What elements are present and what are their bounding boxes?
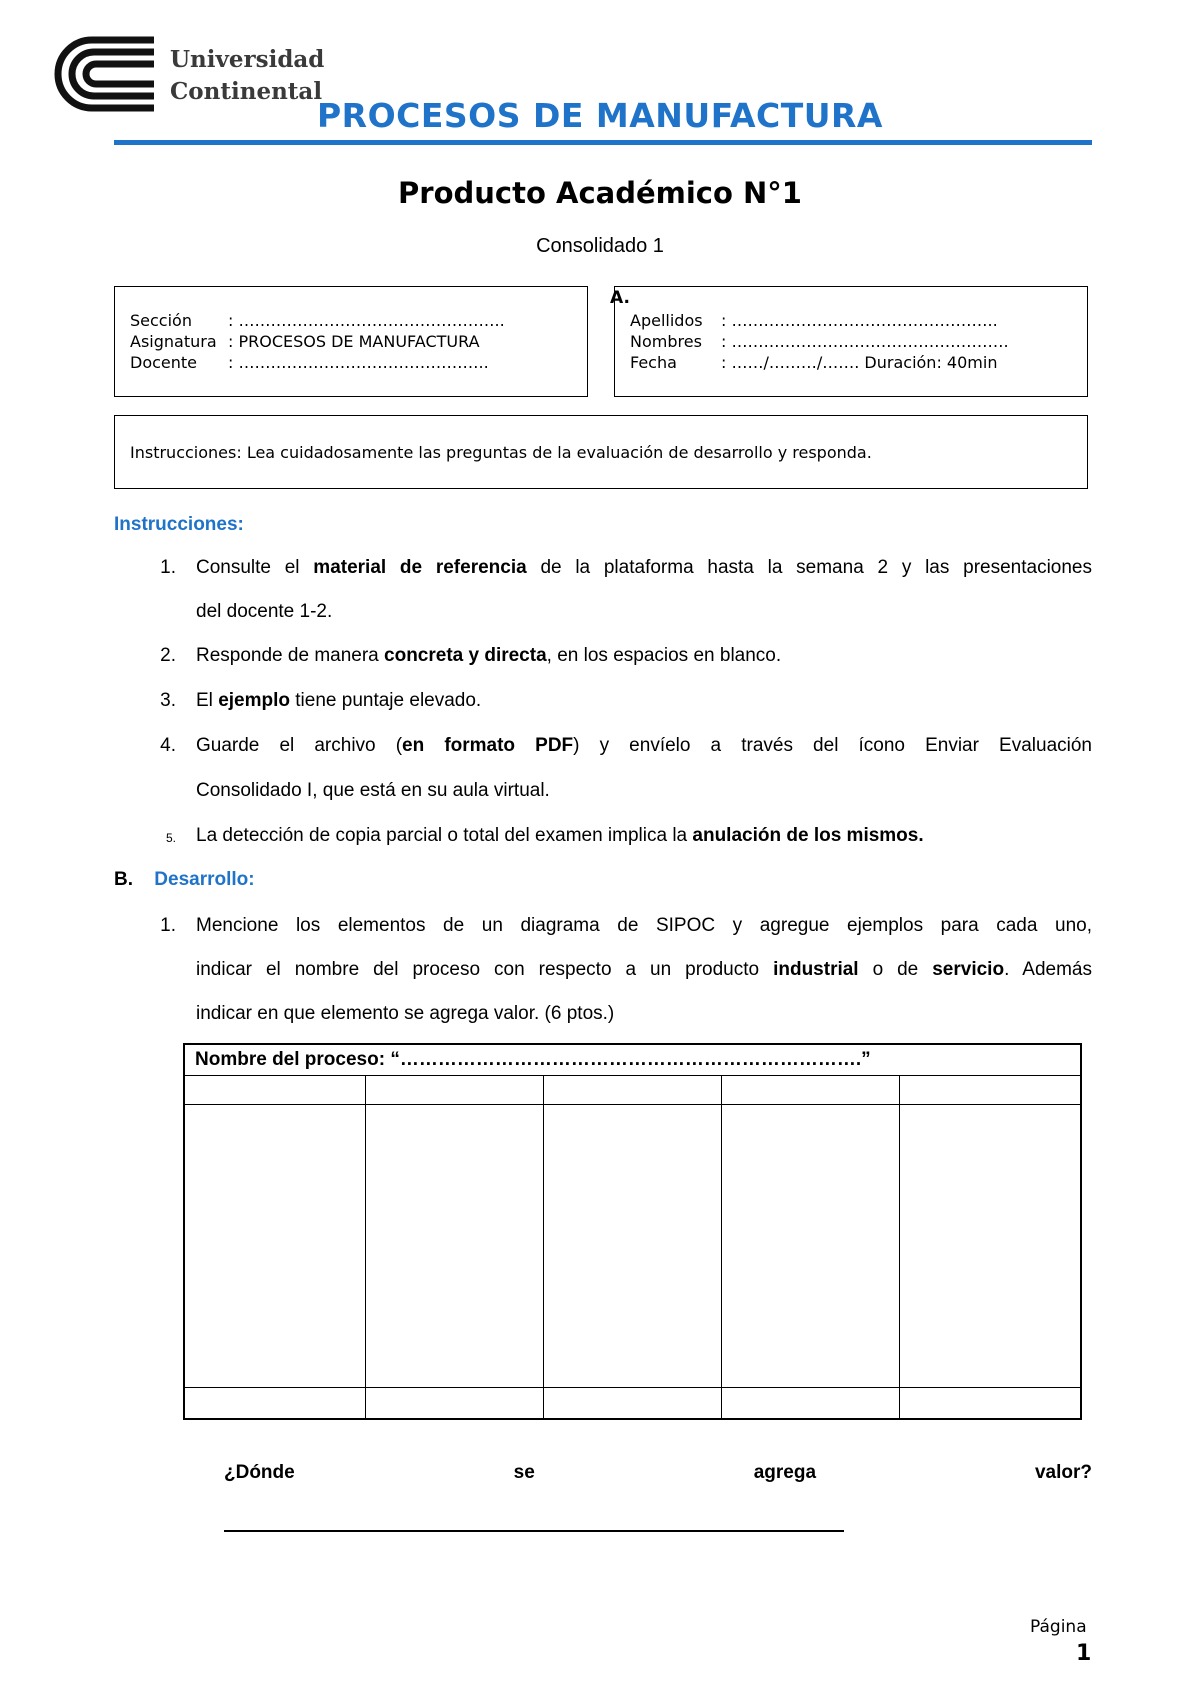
table-title-row xyxy=(184,1044,1081,1076)
table-cell[interactable] xyxy=(899,1076,1081,1105)
page-title: Producto Académico N°1 xyxy=(398,176,802,210)
section-b-heading xyxy=(114,869,255,891)
page-subtitle: Consolidado 1 xyxy=(536,235,664,257)
table-cell[interactable] xyxy=(899,1105,1081,1388)
list-text: del docente 1-2. xyxy=(196,601,333,622)
list-number: 5. xyxy=(165,831,176,845)
table-cell[interactable] xyxy=(544,1076,722,1105)
question-number: 1. xyxy=(160,915,176,936)
page-number: 1 xyxy=(1076,1641,1092,1666)
sipoc-table xyxy=(183,1043,1082,1420)
list-text: Responde de manera concreta y directa, en los espacios en blanco. xyxy=(196,645,782,666)
surname-field[interactable] xyxy=(630,311,998,331)
instructions-box xyxy=(114,415,1088,489)
header-divider xyxy=(114,140,1092,145)
list-number: 4. xyxy=(160,735,176,756)
subject-value: : PROCESOS DE MANUFACTURA xyxy=(228,332,480,351)
section-b-letter: B. xyxy=(114,869,133,890)
question-text: Mencione los elementos de un diagrama de SIPOC y agregue ejemplos para cada uno, xyxy=(196,915,1092,936)
value-question-word: ¿Dónde xyxy=(224,1462,295,1483)
value-question-word: agrega xyxy=(753,1462,817,1483)
course-info-box xyxy=(114,286,588,397)
table-cell[interactable] xyxy=(721,1105,899,1388)
course-title: PROCESOS DE MANUFACTURA xyxy=(317,96,883,135)
question-text: indicar el nombre del proceso con respecto a un producto industrial o de servicio. Además xyxy=(196,959,1092,980)
value-question-word: se xyxy=(513,1462,535,1483)
university-name-line2: Continental xyxy=(170,78,323,105)
name-label: Nombres xyxy=(630,332,702,351)
list-text: Guarde el archivo (en formato PDF) y envíelo a través del ícono Enviar Evaluación xyxy=(196,735,1093,756)
table-cell[interactable] xyxy=(366,1105,544,1388)
teacher-label: Docente xyxy=(130,353,198,372)
student-info-box xyxy=(614,286,1088,397)
table-cell[interactable] xyxy=(184,1076,366,1105)
instructions-box-text: Instrucciones: Lea cuidadosamente las preguntas de la evaluación de desarrollo y responda. xyxy=(130,443,872,462)
section-field[interactable] xyxy=(130,311,505,331)
section-label: Sección xyxy=(130,311,192,330)
list-text: Consulte el material de referencia de la plataforma hasta la semana 2 y las presentaciones xyxy=(196,557,1092,578)
list-text: Consolidado I, que está en su aula virtual. xyxy=(196,780,550,801)
section-value: : ………………………………………….. xyxy=(228,311,505,330)
name-field[interactable] xyxy=(630,332,1009,352)
surname-value: : ………………………………………….. xyxy=(721,311,998,330)
teacher-value: : ……………………………………….. xyxy=(228,353,489,372)
subject-field xyxy=(130,332,480,352)
table-cell[interactable] xyxy=(544,1105,722,1388)
list-text: El ejemplo tiene puntaje elevado. xyxy=(196,690,482,711)
surname-label: Apellidos xyxy=(630,311,703,330)
question-text: indicar en que elemento se agrega valor. (6 ptos.) xyxy=(196,1003,615,1024)
page-label: Página xyxy=(1030,1617,1087,1637)
value-question xyxy=(224,1462,1092,1484)
subject-label: Asignatura xyxy=(130,332,217,351)
table-cell[interactable] xyxy=(899,1388,1081,1420)
list-text: La detección de copia parcial o total del examen implica la anulación de los mismos. xyxy=(196,825,924,846)
date-field[interactable] xyxy=(630,353,997,373)
section-a-label: A. xyxy=(610,288,630,308)
table-row xyxy=(184,1105,1081,1388)
table-cell[interactable] xyxy=(184,1105,366,1388)
list-number: 2. xyxy=(160,645,176,666)
table-cell[interactable] xyxy=(366,1076,544,1105)
process-name-cell[interactable]: Nombre del proceso: “……………………………………………………………….” xyxy=(184,1044,1081,1076)
date-label: Fecha xyxy=(630,353,677,372)
answer-line[interactable] xyxy=(224,1530,844,1532)
table-row xyxy=(184,1388,1081,1420)
university-name-line1: Universidad xyxy=(170,46,325,73)
instructions-heading: Instrucciones: xyxy=(114,514,244,535)
table-cell[interactable] xyxy=(184,1388,366,1420)
name-value: : ……………………………………………. xyxy=(721,332,1009,351)
table-cell[interactable] xyxy=(721,1076,899,1105)
table-header-row xyxy=(184,1076,1081,1105)
date-value: : ……/………/……. Duración: 40min xyxy=(721,353,998,372)
section-b-title: Desarrollo: xyxy=(154,869,255,890)
list-number: 1. xyxy=(160,557,176,578)
teacher-field[interactable] xyxy=(130,353,489,373)
table-cell[interactable] xyxy=(721,1388,899,1420)
list-number: 3. xyxy=(160,690,176,711)
value-question-word: valor? xyxy=(1034,1462,1092,1483)
table-cell[interactable] xyxy=(366,1388,544,1420)
table-cell[interactable] xyxy=(544,1388,722,1420)
